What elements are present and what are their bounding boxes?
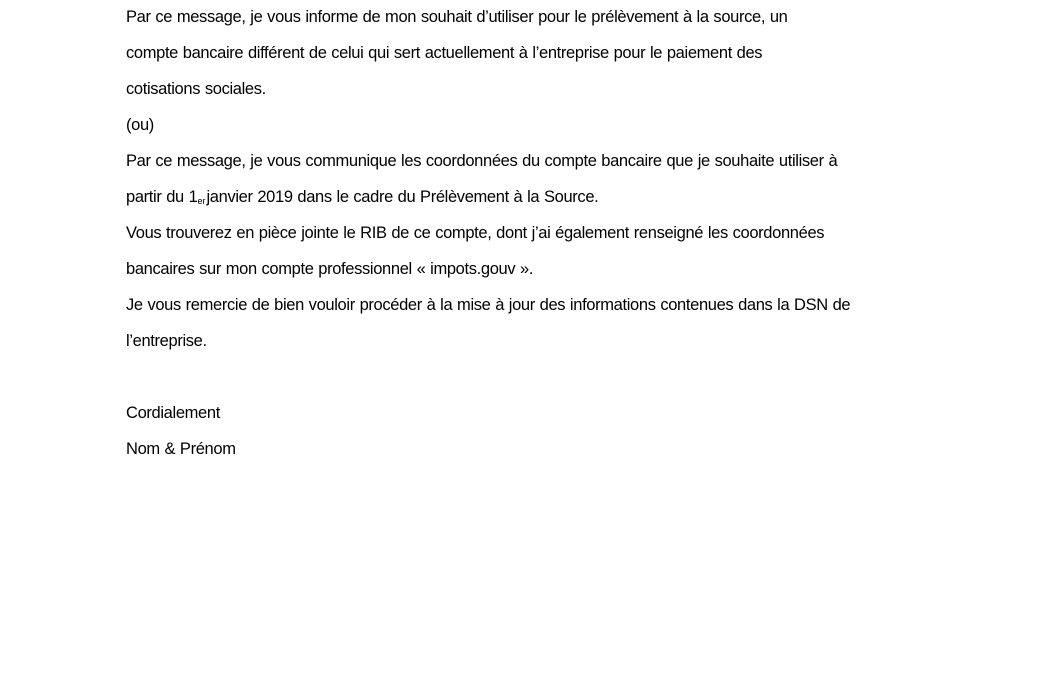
paragraph-4-line-1: Je vous remercie de bien vouloir procéder à la mise à jour des informations contenues dans la DSN de — [126, 296, 851, 314]
paragraph-2-line-2 — [126, 179, 946, 215]
paragraph-4-line-2: l’entreprise. — [126, 332, 207, 350]
paragraph-2-line-1: Par ce message, je vous communique les coordonnées du compte bancaire que je souhaite utiliser à — [126, 152, 838, 170]
paragraph-3-line-2: bancaires sur mon compte professionnel « impots.gouv ». — [126, 260, 534, 278]
paragraph-1-line-3: cotisations sociales. — [126, 80, 266, 98]
date-prefix-text: partir du 1 — [126, 188, 198, 206]
date-rest-text: janvier 2019 dans le cadre du Prélèvement à la Source. — [206, 188, 599, 206]
ordinal-suffix: er — [197, 196, 206, 206]
paragraph-3-line-1: Vous trouverez en pièce jointe le RIB de ce compte, dont j’ai également renseigné les coordonnées — [126, 224, 825, 242]
alternative-marker: (ou) — [126, 116, 154, 134]
paragraph-1-line-1: Par ce message, je vous informe de mon souhait d’utiliser pour le prélèvement à la source, un — [126, 8, 788, 26]
signature-name: Nom & Prénom — [126, 440, 236, 458]
closing-salutation: Cordialement — [126, 404, 220, 422]
letter-body — [126, 0, 946, 467]
paragraph-1-line-2: compte bancaire différent de celui qui sert actuellement à l’entreprise pour le paiement des — [126, 44, 763, 62]
blank-line — [126, 359, 946, 395]
